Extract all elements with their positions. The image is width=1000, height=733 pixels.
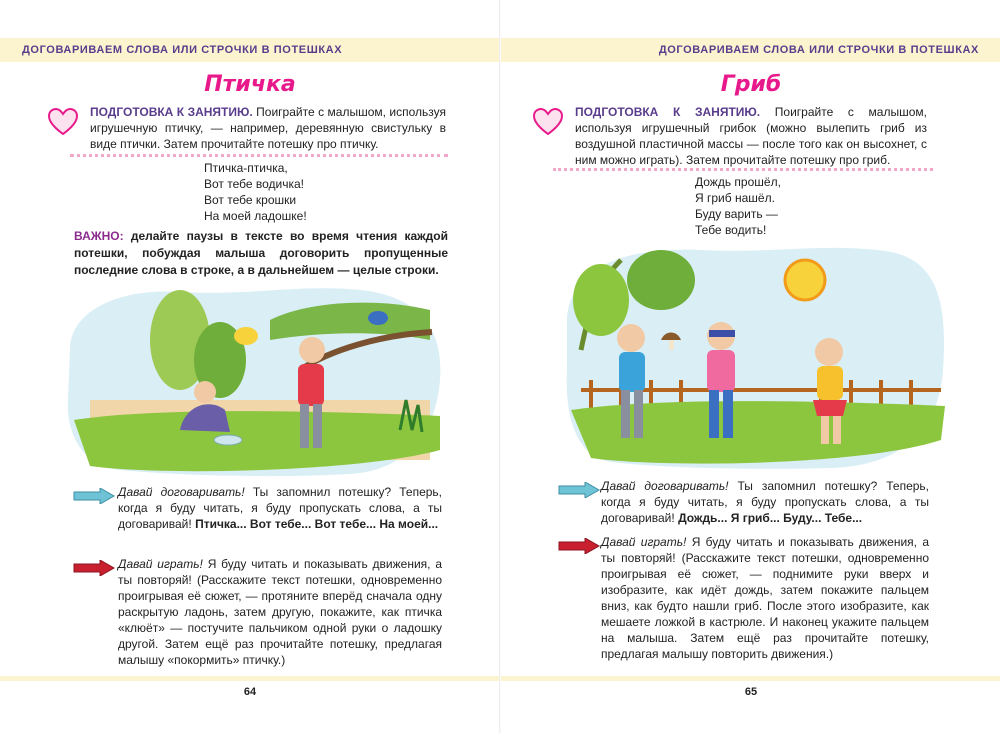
heart-icon xyxy=(48,108,78,136)
activity-dogovarivat xyxy=(118,484,442,532)
arrow-blue-icon xyxy=(72,488,116,504)
important-body: делайте паузы в тексте во время чтения каждой потешки, побуждая малыша договорить пропущенные последние слова в строке, а в дальнейшем — целые строки. xyxy=(74,229,448,277)
poem-line: На моей ладошке! xyxy=(204,209,307,223)
running-head: ДОГОВАРИВАЕМ СЛОВА ИЛИ СТРОЧКИ В ПОТЕШКАХ xyxy=(658,44,979,56)
page-title: Птичка xyxy=(204,72,296,97)
activity-phrases: Птичка... Вот тебе... Вот тебе... На моей... xyxy=(195,517,439,531)
arrow-blue-icon xyxy=(557,482,601,498)
poem-line: Птичка-птичка, xyxy=(204,161,288,175)
activity-label: Давай играть! xyxy=(601,535,687,549)
page-number: 65 xyxy=(744,686,758,698)
poem-line: Вот тебе крошки xyxy=(204,193,297,207)
activity-body: Я буду читать и показывать движения, а ты повторяй! (Расскажите текст потешки, одновременно проигрывая её сюжет, — поднимите руки вверх и изобразите, как идёт дождь, затем покажите пальцем вниз, как будто нашли гриб. После этого изобразите, как мешаете ложкой в кастрюле. И наконец укажите пальцем на малыша. Затем ещё раз прочитайте потешку, предлагая малышу повторить движения.) xyxy=(601,535,929,661)
activity-igrat xyxy=(118,556,442,668)
activity-body: Ты запомнил потешку? Теперь, когда я буду читать, я буду пропускать слова, а ты договаривай! xyxy=(118,485,443,531)
heart-icon xyxy=(533,108,563,136)
preparation-label: ПОДГОТОВКА К ЗАНЯТИЮ. xyxy=(90,105,253,119)
activity-body: Я буду читать и показывать движения, а ты повторяй! (Расскажите текст потешки, одновременно проигрывая её сюжет, — протяните вперёд сначала одну раскрытую ладонь, затем другую, покажите, как птичка «клюёт» — постучите пальчиком одной руки о ладошку другой. Затем ещё раз прочитайте потешку, предлагая малышу «покормить» птичку.) xyxy=(118,557,442,667)
preparation-label: ПОДГОТОВКА К ЗАНЯТИЮ. xyxy=(575,105,761,119)
arrow-red-icon xyxy=(72,560,116,576)
activity-dogovarivat xyxy=(601,478,929,526)
poem-line: Буду варить — xyxy=(695,207,778,221)
important-label: ВАЖНО: xyxy=(74,229,124,243)
preparation-text xyxy=(575,104,927,168)
poem-line: Дождь прошёл, xyxy=(695,175,781,189)
activity-body: Ты запомнил потешку? Теперь, когда я буду читать, я буду пропускать слова, а ты договаривай! xyxy=(601,479,930,525)
dotted-divider xyxy=(553,168,933,171)
activity-phrases: Дождь... Я гриб... Буду... Тебе... xyxy=(678,511,863,525)
activity-igrat xyxy=(601,534,929,662)
poem xyxy=(204,160,307,224)
preparation-body: Поиграйте с малышом, используя игрушечную птичку, — например, деревянную свистульку в виде птички. Затем прочитайте потешку про птичку. xyxy=(90,105,447,151)
poem-line: Тебе водить! xyxy=(695,223,767,237)
poem-line: Я гриб нашёл. xyxy=(695,191,775,205)
activity-label: Давай играть! xyxy=(118,557,203,571)
preparation-body: Поиграйте с малышом, используя игрушечный грибок (можно вылепить гриб из воздушной пластичной массы — после того как он высохнет, с ним можно играть). Затем прочитайте потешку про гриб. xyxy=(575,105,927,167)
dotted-divider xyxy=(70,154,448,157)
mushroom-illustration xyxy=(561,240,949,470)
preparation-text xyxy=(90,104,446,152)
page-number: 64 xyxy=(243,686,257,698)
poem xyxy=(695,174,781,238)
activity-label: Давай договаривать! xyxy=(601,479,729,493)
bird-illustration xyxy=(60,280,448,478)
activity-label: Давай договаривать! xyxy=(118,485,245,499)
poem-line: Вот тебе водичка! xyxy=(204,177,305,191)
page-title: Гриб xyxy=(720,72,782,97)
right-page xyxy=(501,0,1000,733)
important-note xyxy=(74,228,448,279)
arrow-red-icon xyxy=(557,538,601,554)
running-head: ДОГОВАРИВАЕМ СЛОВА ИЛИ СТРОЧКИ В ПОТЕШКАХ xyxy=(22,44,343,56)
